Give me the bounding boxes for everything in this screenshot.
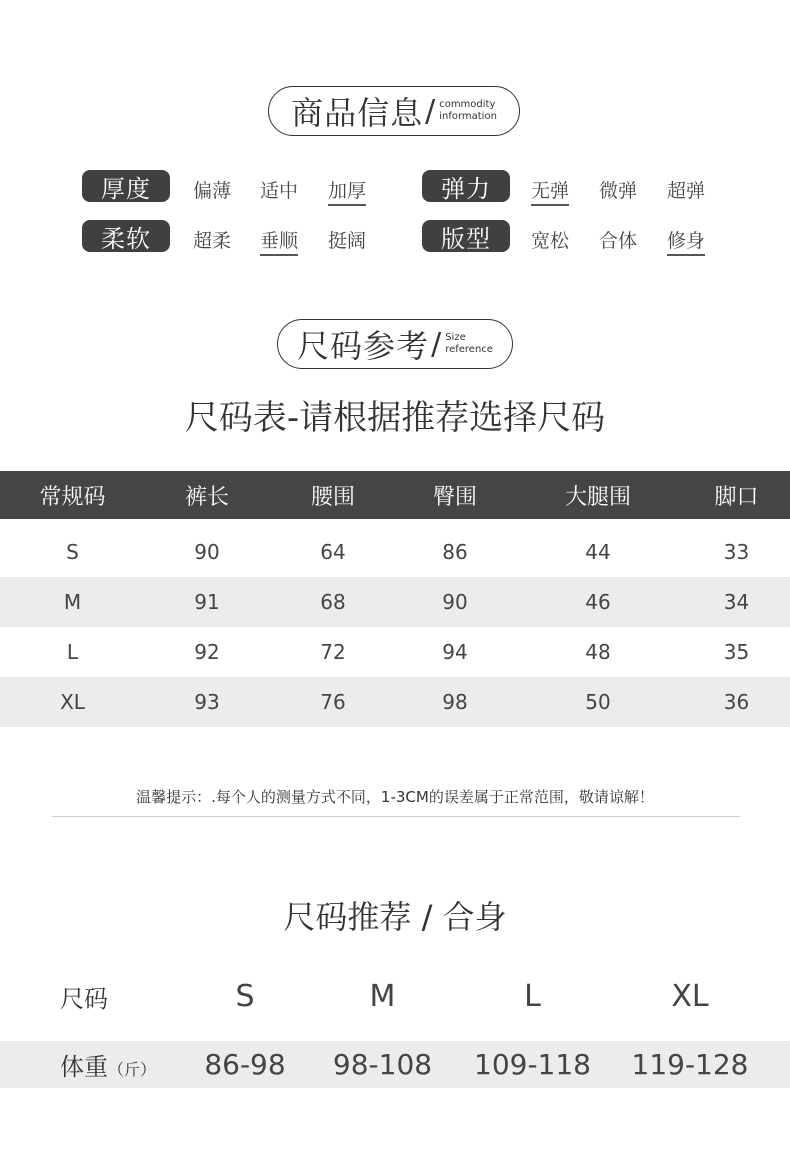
size-reference-subtitle: [445, 332, 493, 356]
table-header-cell: 臀围: [432, 484, 477, 510]
table-cell: 94: [442, 640, 468, 664]
weight-range: 86-98: [204, 1048, 286, 1081]
product-info-subtitle: [439, 99, 497, 123]
table-header-row: [0, 471, 790, 519]
table-cell: 90: [442, 590, 468, 614]
recommended-size: XL: [671, 978, 709, 1014]
attr-badge-thickness: 厚度: [82, 170, 170, 202]
table-row: [0, 627, 790, 677]
attr-option: 合体: [599, 230, 638, 252]
table-cell: 64: [320, 540, 346, 564]
size-table-title: 尺码表-请根据推荐选择尺码: [184, 398, 606, 438]
table-cell: 98: [442, 690, 468, 714]
recommendation-weight-row: [0, 1041, 790, 1088]
weight-range: 109-118: [474, 1048, 591, 1081]
weight-range: 98-108: [332, 1048, 433, 1081]
table-cell: 34: [723, 590, 750, 614]
size-reference-header: [277, 319, 513, 369]
table-header-cell: 腰围: [310, 484, 355, 510]
table-header-cell: 裤长: [184, 484, 229, 510]
subtitle-line1: Size: [445, 332, 466, 343]
attr-option: 超柔: [193, 230, 232, 252]
divider: [52, 816, 740, 817]
attr-option-selected: 垂顺: [260, 226, 298, 256]
recommended-size: L: [524, 978, 541, 1014]
table-row: [0, 527, 790, 577]
table-cell: XL: [60, 690, 85, 714]
table-cell: 44: [585, 540, 611, 564]
table-cell: 92: [194, 640, 220, 664]
table-header-cell: 常规码: [39, 484, 106, 510]
attr-option: 超弹: [667, 180, 706, 202]
attr-option: 挺阔: [328, 230, 367, 252]
table-cell: 91: [194, 590, 220, 614]
attr-option: 偏薄: [193, 180, 232, 202]
recommended-size: M: [369, 978, 396, 1014]
weight-row-label: [0, 1047, 160, 1082]
attr-option-selected: 修身: [667, 226, 705, 256]
product-info-title: 商品信息: [291, 94, 424, 132]
table-cell: 68: [320, 590, 346, 614]
subtitle-line2: reference: [445, 344, 493, 355]
subtitle-line1: commodity: [439, 99, 496, 110]
table-cell: 76: [320, 690, 346, 714]
attr-option: 微弹: [599, 180, 638, 202]
measurement-tip: 温馨提示：.每个人的测量方式不同，1-3CM的误差属于正常范围，敬请谅解！: [136, 788, 654, 806]
table-row: [0, 577, 790, 627]
table-cell: 86: [442, 540, 468, 564]
table-cell: 50: [585, 690, 611, 714]
attr-badge-elasticity: 弹力: [422, 170, 510, 202]
weight-label: 体重: [60, 1053, 108, 1081]
subtitle-line2: information: [439, 111, 497, 122]
attr-fit: [422, 220, 510, 252]
attr-thickness: [82, 170, 170, 202]
table-cell: 46: [585, 590, 611, 614]
weight-unit: （斤）: [108, 1060, 157, 1079]
table-cell: 35: [723, 640, 750, 664]
table-cell: 93: [194, 690, 220, 714]
header-slash: /: [425, 93, 436, 129]
table-header-cell: 脚口: [714, 484, 759, 510]
attr-elasticity: [422, 170, 510, 202]
attr-option: 适中: [260, 180, 299, 202]
header-slash: /: [431, 326, 442, 362]
table-cell: L: [66, 640, 79, 664]
recommended-size: S: [235, 978, 255, 1014]
product-info-header: [268, 86, 520, 136]
table-cell: 48: [585, 640, 611, 664]
attr-badge-softness: 柔软: [82, 220, 170, 252]
attr-option: 宽松: [531, 230, 570, 252]
table-cell: S: [66, 540, 79, 564]
attr-option-selected: 加厚: [328, 176, 366, 206]
table-cell: 72: [320, 640, 346, 664]
table-cell: 90: [194, 540, 220, 564]
weight-range: 119-128: [631, 1048, 749, 1081]
recommendation-size-row: [0, 972, 790, 1020]
size-reference-title: 尺码参考: [297, 327, 430, 365]
attr-badge-fit: 版型: [422, 220, 510, 252]
recommendation-title: 尺码推荐 / 合身: [283, 898, 507, 936]
table-cell: M: [63, 590, 82, 614]
attr-option-selected: 无弹: [531, 176, 569, 206]
attr-softness: [82, 220, 170, 252]
table-row: [0, 677, 790, 727]
table-header-cell: 大腿围: [564, 484, 631, 510]
size-row-label: 尺码: [60, 984, 108, 1013]
table-cell: 33: [723, 540, 750, 564]
size-table: [0, 471, 790, 727]
table-cell: 36: [723, 690, 750, 714]
